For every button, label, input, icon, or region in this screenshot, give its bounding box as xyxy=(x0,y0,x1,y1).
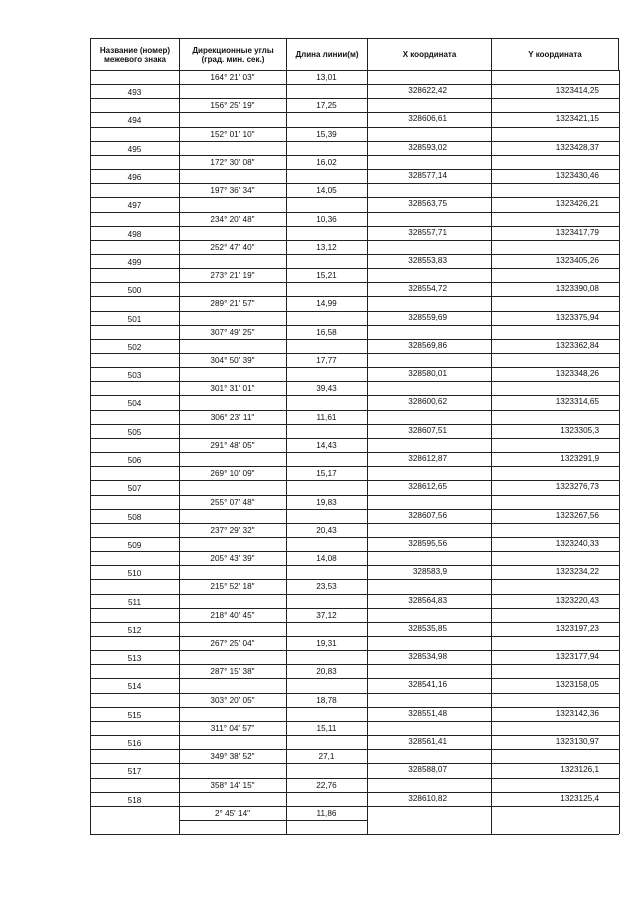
row-divider xyxy=(179,112,367,113)
direction-angle-cell: 205° 43' 39" xyxy=(210,554,255,564)
row-divider xyxy=(179,707,367,708)
row-divider xyxy=(367,622,619,623)
line-length-cell: 11,61 xyxy=(316,412,337,422)
row-divider xyxy=(367,664,619,665)
row-divider xyxy=(179,565,367,566)
x-coordinate-cell: 328535,85 xyxy=(408,623,447,633)
row-divider xyxy=(367,509,619,510)
row-divider xyxy=(179,466,367,467)
row-divider xyxy=(367,678,619,679)
row-divider xyxy=(179,325,367,326)
row-divider xyxy=(179,282,367,283)
row-divider xyxy=(179,495,367,496)
row-divider xyxy=(179,169,367,170)
point-name-cell: 504 xyxy=(127,399,142,409)
row-divider xyxy=(367,367,619,368)
row-divider xyxy=(367,296,619,297)
y-coordinate-cell: 1323362,84 xyxy=(555,340,599,350)
direction-angle-cell: 304° 50' 39" xyxy=(210,356,255,365)
direction-angle-cell: 172° 30' 08" xyxy=(210,157,255,167)
point-name-cell: 503 xyxy=(127,371,142,381)
direction-angle-cell: 301° 31' 01" xyxy=(210,384,255,394)
row-divider xyxy=(179,622,367,623)
y-coordinate-cell: 1323142,36 xyxy=(555,708,599,718)
row-divider xyxy=(179,141,367,142)
x-coordinate-cell: 328612,65 xyxy=(408,482,447,492)
y-coordinate-cell: 1323405,26 xyxy=(555,255,599,265)
line-length-cell: 14,99 xyxy=(316,299,337,309)
row-divider xyxy=(90,749,179,750)
row-divider xyxy=(90,466,179,467)
row-divider xyxy=(179,438,367,439)
row-divider xyxy=(90,735,179,736)
row-divider xyxy=(90,197,179,198)
x-coordinate-cell: 328564,83 xyxy=(408,595,447,605)
direction-angle-cell: 269° 10' 09" xyxy=(210,469,255,479)
direction-angle-cell: 164° 21' 03" xyxy=(210,73,255,82)
point-name-cell: 499 xyxy=(127,257,142,267)
y-coordinate-cell: 1323276,73 xyxy=(555,482,599,492)
line-length-cell: 20,43 xyxy=(316,525,337,535)
x-coordinate-cell: 328534,98 xyxy=(408,652,447,662)
row-divider xyxy=(179,226,367,227)
y-coordinate-cell: 1323130,97 xyxy=(555,737,599,747)
x-coordinate-cell: 328553,83 xyxy=(408,255,447,265)
row-divider xyxy=(179,664,367,665)
direction-angle-cell: 291° 48' 05" xyxy=(210,440,255,450)
y-coordinate-cell: 1323291,9 xyxy=(560,454,599,464)
row-divider xyxy=(179,155,367,156)
header-line-length: Длина линии(м) xyxy=(286,38,367,70)
row-divider xyxy=(367,466,619,467)
point-name-cell: 494 xyxy=(127,116,142,126)
y-coordinate-cell: 1323125,4 xyxy=(560,793,599,803)
row-divider xyxy=(367,565,619,566)
row-divider xyxy=(179,127,367,128)
y-coordinate-cell: 1323267,56 xyxy=(555,510,599,520)
row-divider xyxy=(367,537,619,538)
row-divider xyxy=(90,834,619,835)
row-divider xyxy=(367,197,619,198)
y-coordinate-cell: 1323375,94 xyxy=(555,312,599,322)
row-divider xyxy=(367,282,619,283)
x-coordinate-cell: 328606,61 xyxy=(408,114,447,124)
line-length-cell: 14,05 xyxy=(316,186,337,196)
row-divider xyxy=(179,424,367,425)
point-name-cell: 514 xyxy=(127,682,142,692)
row-divider xyxy=(367,763,619,764)
row-divider xyxy=(179,636,367,637)
x-coordinate-cell: 328610,82 xyxy=(408,793,447,803)
x-coordinate-cell: 328561,41 xyxy=(408,737,447,747)
direction-angle-cell: 307° 49' 25" xyxy=(210,327,255,337)
x-coordinate-cell: 328588,07 xyxy=(408,765,447,775)
y-coordinate-cell: 1323417,79 xyxy=(555,227,599,237)
row-divider xyxy=(90,565,179,566)
x-coordinate-cell: 328595,56 xyxy=(408,538,447,548)
line-length-cell: 17,25 xyxy=(316,101,337,111)
row-divider xyxy=(367,112,619,113)
row-divider xyxy=(367,381,619,382)
point-name-cell: 518 xyxy=(127,795,142,805)
line-length-cell: 14,43 xyxy=(316,440,337,450)
line-length-cell: 17,77 xyxy=(316,356,337,365)
row-divider xyxy=(90,98,179,99)
x-coordinate-cell: 328569,86 xyxy=(408,340,447,350)
direction-angle-cell: 267° 25' 04" xyxy=(210,639,255,648)
x-coordinate-cell: 328612,87 xyxy=(408,454,447,464)
row-divider xyxy=(367,608,619,609)
row-divider xyxy=(179,410,367,411)
y-coordinate-cell: 1323126,1 xyxy=(560,765,599,775)
row-divider xyxy=(90,226,179,227)
boundary-coordinates-table xyxy=(90,38,619,834)
y-coordinate-cell: 1323428,37 xyxy=(555,142,599,152)
point-name-cell: 515 xyxy=(127,710,142,720)
row-divider xyxy=(90,537,179,538)
row-divider xyxy=(179,792,367,793)
row-divider xyxy=(367,693,619,694)
row-divider xyxy=(367,579,619,580)
column-divider xyxy=(619,70,620,834)
row-divider xyxy=(90,707,179,708)
row-divider xyxy=(179,678,367,679)
row-divider xyxy=(179,778,367,779)
row-divider xyxy=(90,636,179,637)
row-divider xyxy=(90,127,179,128)
row-divider xyxy=(90,424,179,425)
point-name-cell: 500 xyxy=(127,286,142,296)
row-divider xyxy=(367,650,619,651)
row-divider xyxy=(179,212,367,213)
row-divider xyxy=(367,268,619,269)
row-divider xyxy=(90,70,619,71)
direction-angle-cell: 252° 47' 40" xyxy=(210,242,255,252)
row-divider xyxy=(179,240,367,241)
row-divider xyxy=(367,778,619,779)
row-divider xyxy=(179,551,367,552)
line-length-cell: 16,02 xyxy=(316,157,337,167)
y-coordinate-cell: 1323305,3 xyxy=(560,425,599,435)
row-divider xyxy=(367,410,619,411)
header-direction-angle: Дирекционные углы (град. мин. сек.) xyxy=(179,38,286,70)
x-coordinate-cell: 328580,01 xyxy=(408,369,447,379)
row-divider xyxy=(367,395,619,396)
direction-angle-cell: 311° 04' 57" xyxy=(210,723,255,733)
row-divider xyxy=(90,721,179,722)
row-divider xyxy=(367,311,619,312)
direction-angle-cell: 287° 15' 38" xyxy=(210,667,255,677)
row-divider xyxy=(367,707,619,708)
row-divider xyxy=(179,509,367,510)
x-coordinate-cell: 328541,16 xyxy=(408,680,447,690)
line-length-cell: 18,78 xyxy=(316,695,337,705)
row-divider xyxy=(367,254,619,255)
row-divider xyxy=(179,395,367,396)
row-divider xyxy=(367,353,619,354)
row-divider xyxy=(90,650,179,651)
direction-angle-cell: 306° 23' 11" xyxy=(210,412,255,422)
row-divider xyxy=(90,551,179,552)
row-divider xyxy=(179,197,367,198)
y-coordinate-cell: 1323390,08 xyxy=(555,284,599,294)
direction-angle-cell: 237° 29' 32" xyxy=(210,525,255,535)
row-divider xyxy=(179,650,367,651)
direction-angle-cell: 197° 36' 34" xyxy=(210,186,255,196)
row-divider xyxy=(90,141,179,142)
row-divider xyxy=(367,636,619,637)
direction-angle-cell: 358° 14' 15" xyxy=(210,780,255,790)
row-divider xyxy=(90,169,179,170)
line-length-cell: 11,86 xyxy=(316,808,337,818)
x-coordinate-cell: 328600,62 xyxy=(408,397,447,407)
x-coordinate-cell: 328622,42 xyxy=(408,86,447,96)
row-divider xyxy=(367,141,619,142)
point-name-cell: 496 xyxy=(127,173,142,183)
row-divider xyxy=(367,169,619,170)
row-divider xyxy=(179,608,367,609)
y-coordinate-cell: 1323234,22 xyxy=(555,567,599,577)
row-divider xyxy=(90,509,179,510)
row-divider xyxy=(367,339,619,340)
row-divider xyxy=(367,127,619,128)
row-divider xyxy=(90,523,179,524)
point-name-cell: 508 xyxy=(127,512,142,522)
direction-angle-cell: 289° 21' 57" xyxy=(210,299,255,309)
x-coordinate-cell: 328577,14 xyxy=(408,171,447,181)
row-divider xyxy=(90,84,179,85)
y-coordinate-cell: 1323220,43 xyxy=(555,595,599,605)
y-coordinate-cell: 1323430,46 xyxy=(555,171,599,181)
point-name-cell: 510 xyxy=(127,569,142,579)
header-y-coordinate: Y координата xyxy=(491,38,619,70)
y-coordinate-cell: 1323240,33 xyxy=(555,538,599,548)
row-divider xyxy=(90,778,179,779)
direction-angle-cell: 218° 40' 45" xyxy=(210,610,255,620)
point-name-cell: 493 xyxy=(127,88,142,98)
row-divider xyxy=(367,735,619,736)
line-length-cell: 15,11 xyxy=(316,723,337,733)
direction-angle-cell: 303° 20' 05" xyxy=(210,695,255,705)
row-divider xyxy=(179,84,367,85)
row-divider xyxy=(179,480,367,481)
row-divider xyxy=(367,495,619,496)
point-name-cell: 513 xyxy=(127,654,142,664)
direction-angle-cell: 152° 01' 10" xyxy=(210,129,255,139)
point-name-cell: 495 xyxy=(127,144,142,154)
y-coordinate-cell: 1323348,26 xyxy=(555,369,599,379)
line-length-cell: 19,31 xyxy=(316,639,337,648)
row-divider xyxy=(367,749,619,750)
direction-angle-cell: 234° 20' 48" xyxy=(210,214,255,224)
line-length-cell: 19,83 xyxy=(316,497,337,507)
row-divider xyxy=(179,183,367,184)
row-divider xyxy=(179,594,367,595)
row-divider xyxy=(179,367,367,368)
row-divider xyxy=(179,339,367,340)
row-divider xyxy=(179,296,367,297)
point-name-cell: 502 xyxy=(127,342,142,352)
x-coordinate-cell: 328563,75 xyxy=(408,199,447,209)
row-divider xyxy=(90,806,179,807)
row-divider xyxy=(367,84,619,85)
line-length-cell: 13,12 xyxy=(316,242,337,252)
row-divider xyxy=(179,381,367,382)
row-divider xyxy=(179,523,367,524)
point-name-cell: 507 xyxy=(127,484,142,494)
row-divider xyxy=(367,480,619,481)
row-divider xyxy=(90,678,179,679)
direction-angle-cell: 273° 21' 19" xyxy=(210,271,255,281)
row-divider xyxy=(90,282,179,283)
row-divider xyxy=(179,806,367,807)
row-divider xyxy=(179,721,367,722)
row-divider xyxy=(90,622,179,623)
x-coordinate-cell: 328559,69 xyxy=(408,312,447,322)
row-divider xyxy=(367,523,619,524)
row-divider xyxy=(179,820,367,821)
row-divider xyxy=(90,480,179,481)
point-name-cell: 501 xyxy=(127,314,142,324)
row-divider xyxy=(179,268,367,269)
row-divider xyxy=(179,537,367,538)
x-coordinate-cell: 328583,9 xyxy=(412,567,447,577)
row-divider xyxy=(90,664,179,665)
point-name-cell: 511 xyxy=(127,597,142,607)
point-name-cell: 497 xyxy=(127,201,142,211)
direction-angle-cell: 255° 07' 48" xyxy=(210,497,255,507)
row-divider xyxy=(90,325,179,326)
row-divider xyxy=(90,579,179,580)
point-name-cell: 517 xyxy=(127,767,142,777)
x-coordinate-cell: 328551,48 xyxy=(408,708,447,718)
line-length-cell: 15,21 xyxy=(316,271,337,281)
header-point-name: Название (номер) межевого знака xyxy=(90,38,179,70)
row-divider xyxy=(90,353,179,354)
row-divider xyxy=(179,749,367,750)
y-coordinate-cell: 1323177,94 xyxy=(555,652,599,662)
row-divider xyxy=(179,579,367,580)
point-name-cell: 506 xyxy=(127,456,142,466)
row-divider xyxy=(90,212,179,213)
row-divider xyxy=(90,240,179,241)
y-coordinate-cell: 1323158,05 xyxy=(555,680,599,690)
line-length-cell: 20,83 xyxy=(316,667,337,677)
row-divider xyxy=(179,311,367,312)
x-coordinate-cell: 328607,56 xyxy=(408,510,447,520)
point-name-cell: 509 xyxy=(127,540,142,550)
row-divider xyxy=(367,792,619,793)
line-length-cell: 13,01 xyxy=(316,73,337,82)
line-length-cell: 39,43 xyxy=(316,384,337,394)
row-divider xyxy=(367,452,619,453)
row-divider xyxy=(90,155,179,156)
row-divider xyxy=(90,339,179,340)
row-divider xyxy=(90,367,179,368)
row-divider xyxy=(90,254,179,255)
row-divider xyxy=(367,594,619,595)
row-divider xyxy=(367,806,619,807)
row-divider xyxy=(367,226,619,227)
row-divider xyxy=(90,594,179,595)
row-divider xyxy=(90,381,179,382)
row-divider xyxy=(179,353,367,354)
point-name-cell: 512 xyxy=(127,625,142,635)
row-divider xyxy=(90,495,179,496)
header-x-coordinate: X координата xyxy=(367,38,491,70)
x-coordinate-cell: 328554,72 xyxy=(408,284,447,294)
row-divider xyxy=(367,551,619,552)
line-length-cell: 16,58 xyxy=(316,327,337,337)
direction-angle-cell: 156° 25' 19" xyxy=(210,101,255,111)
x-coordinate-cell: 328607,51 xyxy=(408,425,447,435)
row-divider xyxy=(90,311,179,312)
row-divider xyxy=(90,452,179,453)
line-length-cell: 14,08 xyxy=(316,554,337,564)
row-divider xyxy=(179,735,367,736)
row-divider xyxy=(367,424,619,425)
row-divider xyxy=(367,325,619,326)
line-length-cell: 27,1 xyxy=(318,752,335,762)
direction-angle-cell: 2° 45' 14" xyxy=(214,808,251,818)
row-divider xyxy=(367,183,619,184)
line-length-cell: 22,76 xyxy=(316,780,337,790)
x-coordinate-cell: 328593,02 xyxy=(408,142,447,152)
y-coordinate-cell: 1323421,15 xyxy=(555,114,599,124)
row-divider xyxy=(179,452,367,453)
y-coordinate-cell: 1323426,21 xyxy=(555,199,599,209)
row-divider xyxy=(179,693,367,694)
row-divider xyxy=(367,98,619,99)
row-divider xyxy=(179,254,367,255)
y-coordinate-cell: 1323197,23 xyxy=(555,623,599,633)
point-name-cell: 498 xyxy=(127,229,142,239)
row-divider xyxy=(90,395,179,396)
line-length-cell: 10,36 xyxy=(316,214,337,224)
point-name-cell: 516 xyxy=(127,739,142,749)
row-divider xyxy=(90,763,179,764)
row-divider xyxy=(90,112,179,113)
row-divider xyxy=(367,155,619,156)
x-coordinate-cell: 328557,71 xyxy=(408,227,447,237)
row-divider xyxy=(367,721,619,722)
row-divider xyxy=(90,693,179,694)
point-name-cell: 505 xyxy=(127,427,142,437)
row-divider xyxy=(90,438,179,439)
direction-angle-cell: 215° 52' 18" xyxy=(210,582,255,592)
row-divider xyxy=(367,240,619,241)
row-divider xyxy=(179,763,367,764)
row-divider xyxy=(90,608,179,609)
row-divider xyxy=(367,438,619,439)
y-coordinate-cell: 1323414,25 xyxy=(555,86,599,96)
row-divider xyxy=(90,410,179,411)
line-length-cell: 15,17 xyxy=(316,469,337,479)
row-divider xyxy=(90,268,179,269)
line-length-cell: 37,12 xyxy=(316,610,337,620)
line-length-cell: 15,39 xyxy=(316,129,337,139)
row-divider xyxy=(90,296,179,297)
row-divider xyxy=(179,98,367,99)
row-divider xyxy=(90,183,179,184)
line-length-cell: 23,53 xyxy=(316,582,337,592)
row-divider xyxy=(367,212,619,213)
y-coordinate-cell: 1323314,65 xyxy=(555,397,599,407)
row-divider xyxy=(90,792,179,793)
direction-angle-cell: 349° 38' 52" xyxy=(210,752,255,762)
